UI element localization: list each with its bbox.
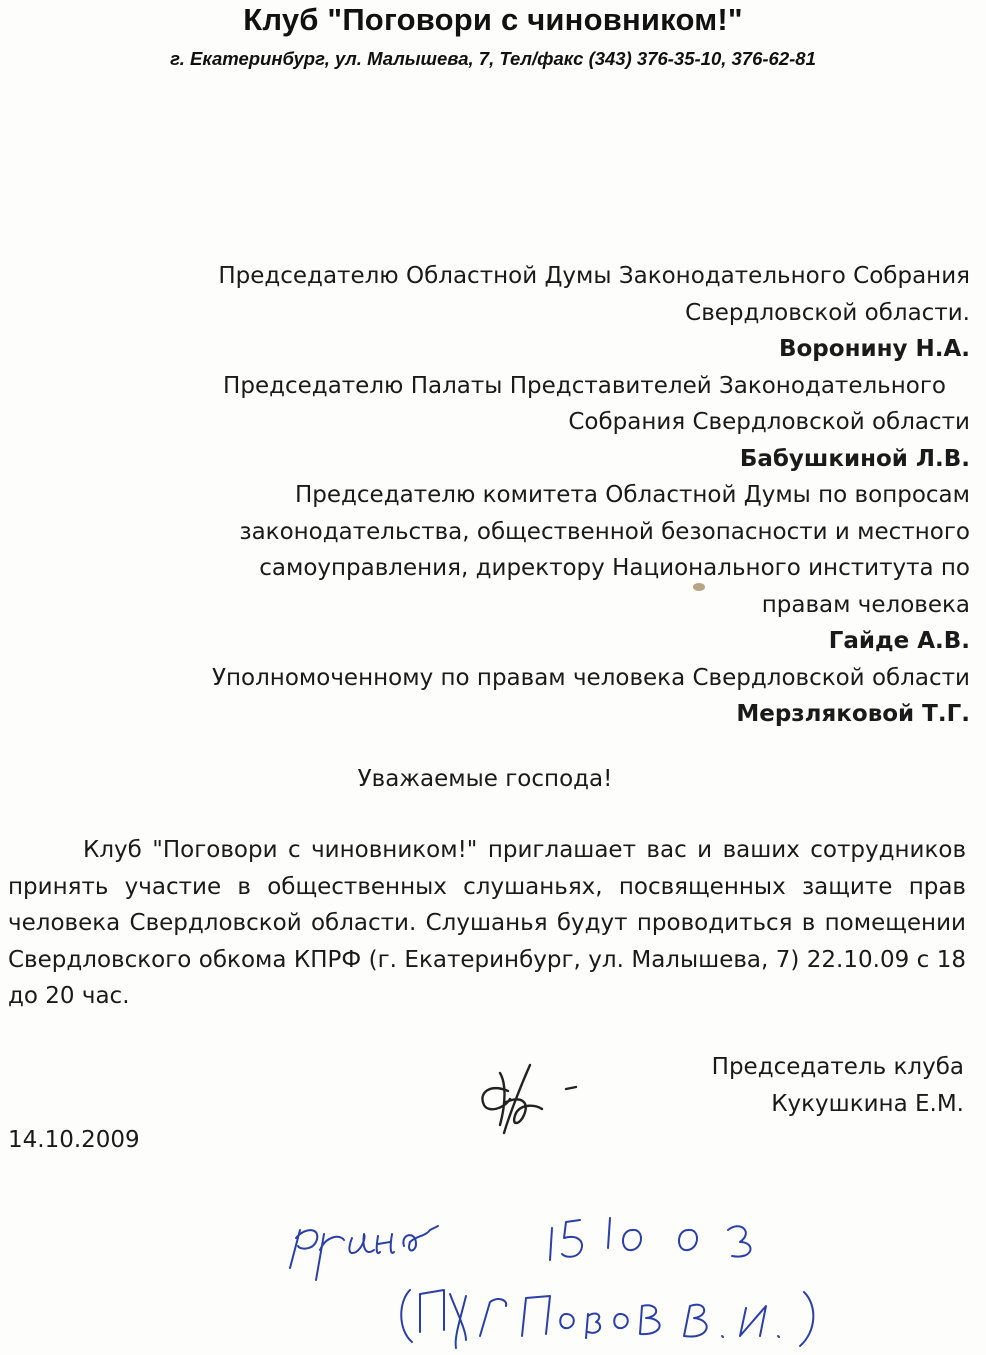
addressee-line: законодательства, общественной безопасности и местного: [239, 518, 970, 545]
signer-name: Кукушкина Е.М.: [771, 1091, 964, 1117]
signature-image: [470, 1043, 610, 1143]
body-paragraph: Клуб "Поговори с чиновником!" приглашает вас и ваших сотрудников принять участие в общественных слушаньях, посвященных защите прав человека Свердловской области. Слушанья будут проводиться в помещении Свердловского обкома КПРФ (г. Екатеринбург, ул. Малышева, 7) 22.10.09 с 18 до 20 час.: [8, 837, 966, 1010]
addressee-name: Мерзляковой Т.Г.: [736, 701, 970, 727]
addressee-line: Председателю Палаты Представителей Законодательного: [223, 372, 946, 399]
ink-spot: [690, 580, 708, 594]
document-date: 14.10.2009: [8, 1127, 140, 1153]
addressee-name: Бабушкиной Л.В.: [739, 445, 970, 472]
signer-position: Председатель клуба: [711, 1054, 964, 1080]
salutation: Уважаемые господа!: [357, 766, 613, 792]
addressee-line: самоуправления, директору Национального института по: [259, 555, 970, 581]
handwritten-receipt-note: [270, 1190, 910, 1355]
addressee-line: правам человека: [761, 591, 970, 618]
addressee-name: Воронину Н.А.: [778, 336, 970, 362]
letterhead-title: Клуб "Поговори с чиновником!": [243, 2, 743, 37]
addressee-name: Гайде А.В.: [828, 628, 970, 654]
addressee-block: [10, 258, 970, 733]
addressee-line: Свердловской области.: [685, 299, 970, 326]
addressee-line: Собрания Свердловской области: [568, 409, 970, 435]
letterhead-address: г. Екатеринбург, ул. Малышева, 7, Тел/факс (343) 376-35-10, 376-62-81: [170, 48, 816, 69]
addressee-line: Председателю Областной Думы Законодательного Собрания: [218, 263, 970, 289]
addressee-line: Председателю комитета Областной Думы по вопросам: [294, 482, 970, 508]
addressee-line: Уполномоченному по правам человека Свердловской области: [211, 664, 970, 691]
signer-block: [712, 1049, 964, 1123]
